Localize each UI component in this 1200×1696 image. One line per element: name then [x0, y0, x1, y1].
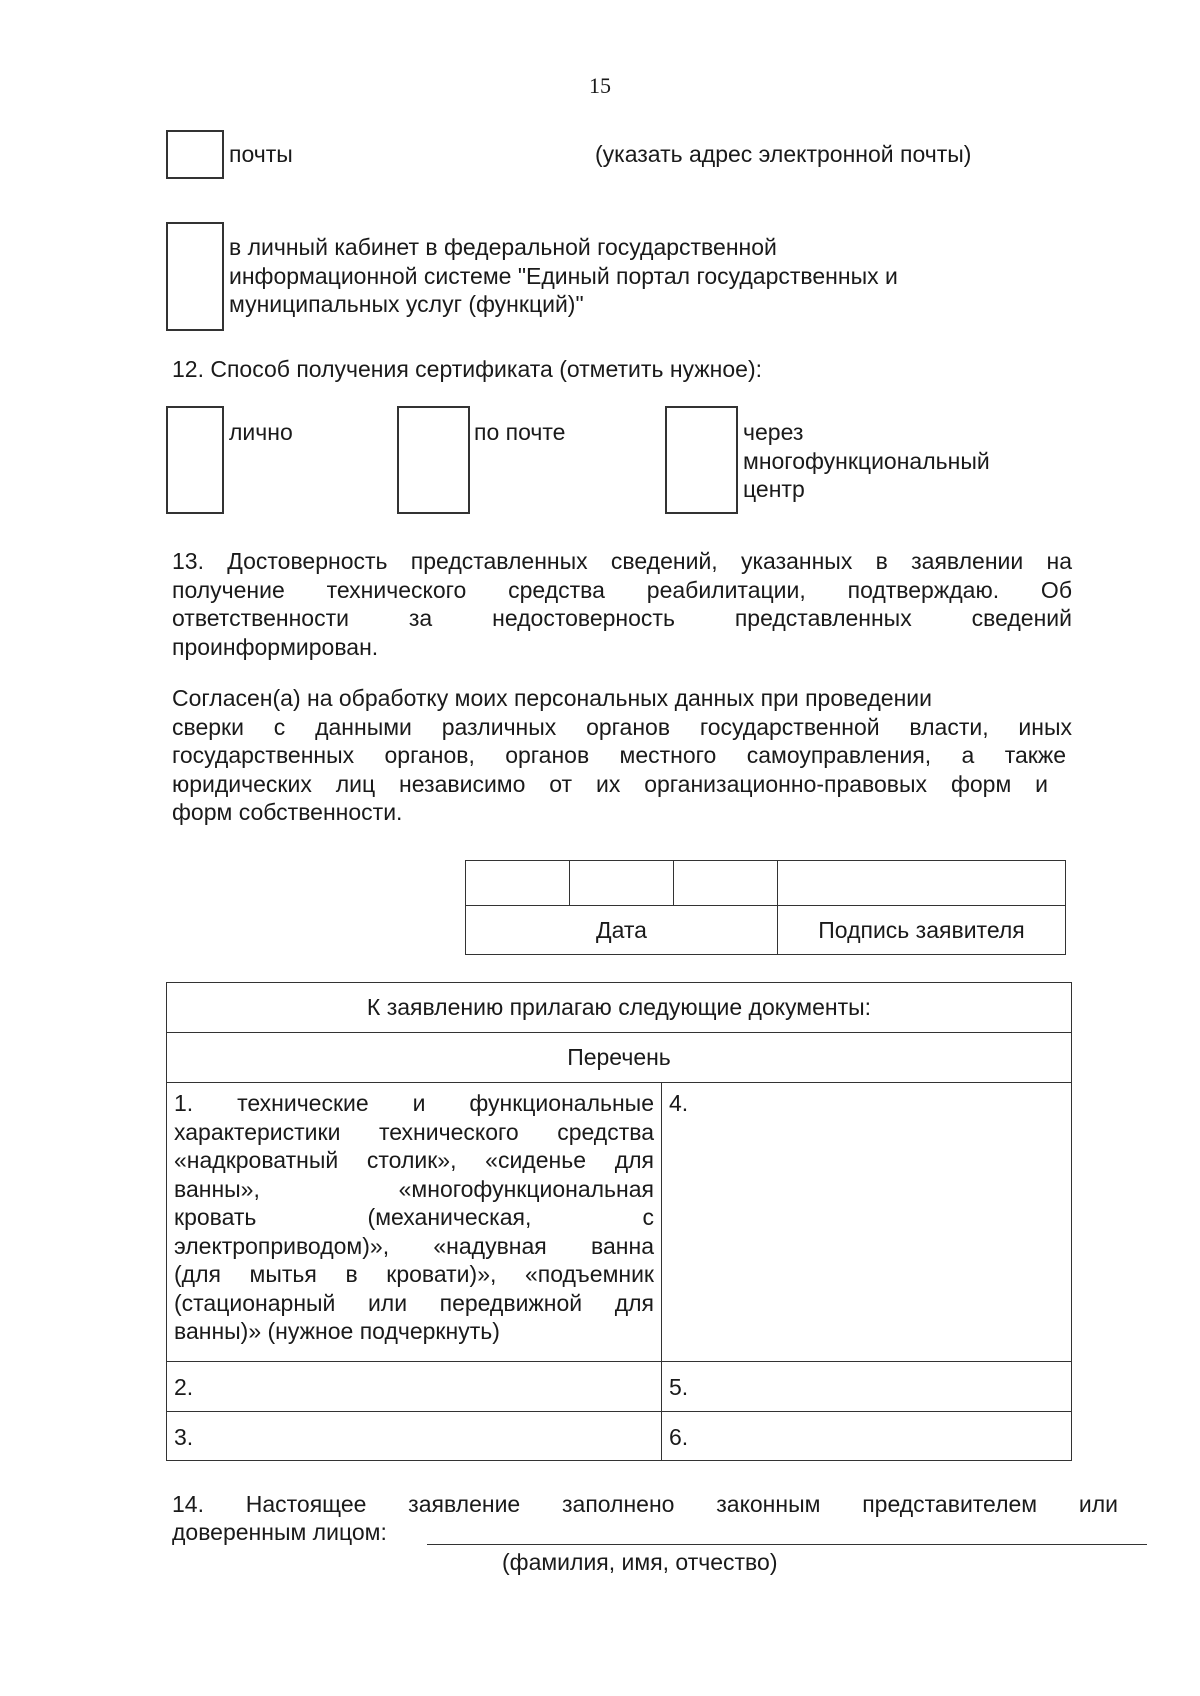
consent-text: [172, 684, 1072, 827]
mfc-label-line: через: [743, 419, 804, 445]
portal-option-line: муниципальных услуг (функций)": [229, 291, 584, 317]
document-item-1-line: (для мытья в кровати)», «подъемник: [174, 1261, 654, 1287]
receive-personally-label: лично: [229, 419, 293, 445]
document-item-6[interactable]: 6.: [662, 1412, 1072, 1461]
portal-checkbox[interactable]: [166, 222, 224, 331]
document-item-1-line: электроприводом)», «надувная ванна: [174, 1232, 654, 1259]
consent-line: сверки с данными различных органов государственной власти, иных: [172, 713, 1072, 740]
document-item-1-line: кровать (механическая, с: [174, 1204, 654, 1230]
page-number: 15: [589, 73, 611, 98]
document-item-5[interactable]: 5.: [662, 1362, 1072, 1412]
documents-heading: К заявлению прилагаю следующие документы:: [167, 983, 1072, 1033]
consent-line: государственных органов, органов местного самоуправления, а также: [172, 742, 1066, 768]
document-item-1[interactable]: [167, 1083, 662, 1362]
email-address-hint: (указать адрес электронной почты): [595, 141, 972, 167]
representative-name-caption: (фамилия, имя, отчество): [502, 1549, 778, 1575]
section-13-line: ответственности за недостоверность представленных сведений: [172, 605, 1072, 631]
receive-via-mfc-label: [743, 418, 990, 504]
section-13-text: [172, 547, 1072, 661]
signature-cell[interactable]: [778, 861, 1066, 906]
section-13-line: 13. Достоверность представленных сведений, указанных в заявлении на: [172, 548, 1072, 574]
date-month-cell[interactable]: [570, 861, 674, 906]
attached-documents-table: [166, 982, 1072, 1461]
representative-name-field[interactable]: [427, 1544, 1147, 1545]
section-14-line-1: 14. Настоящее заявление заполнено законным представителем или: [172, 1491, 1118, 1517]
date-day-cell[interactable]: [466, 861, 570, 906]
consent-line: Согласен(а) на обработку моих персональных данных при проведении: [172, 685, 932, 711]
receive-via-mfc-checkbox[interactable]: [665, 406, 738, 514]
signature-label: Подпись заявителя: [778, 906, 1066, 955]
document-item-1-line: «надкроватный столик», «сиденье для: [174, 1147, 654, 1173]
document-item-1-line: ванны)» (нужное подчеркнуть): [174, 1318, 500, 1344]
document-item-4[interactable]: 4.: [662, 1083, 1072, 1362]
consent-line: юридических лиц независимо от их организационно-правовых форм и: [172, 770, 1048, 797]
receive-by-post-checkbox[interactable]: [397, 406, 470, 514]
date-label: Дата: [466, 906, 778, 955]
section-13-line: проинформирован.: [172, 633, 379, 660]
document-item-1-line: 1. технические и функциональные: [174, 1090, 654, 1116]
section-14-line-2: доверенным лицом:: [172, 1519, 387, 1545]
document-item-3[interactable]: 3.: [167, 1412, 662, 1461]
email-checkbox[interactable]: [166, 130, 224, 179]
section-12-title: 12. Способ получения сертификата (отметить нужное):: [172, 356, 762, 382]
document-item-1-line: (стационарный или передвижной для: [174, 1289, 654, 1316]
portal-option-line: в личный кабинет в федеральной государственной: [229, 234, 777, 260]
date-year-cell[interactable]: [674, 861, 778, 906]
portal-option-label: [229, 233, 1029, 319]
receive-by-post-label: по почте: [474, 419, 566, 445]
document-item-1-line: ванны», «многофункциональная: [174, 1175, 654, 1202]
section-13-line: получение технического средства реабилитации, подтверждаю. Об: [172, 576, 1072, 603]
receive-personally-checkbox[interactable]: [166, 406, 224, 514]
documents-list-label: Перечень: [167, 1033, 1072, 1083]
document-item-2[interactable]: 2.: [167, 1362, 662, 1412]
document-item-1-line: характеристики технического средства: [174, 1118, 654, 1145]
portal-option-line: информационной системе "Единый портал государственных и: [229, 262, 898, 289]
mfc-label-line: многофункциональный: [743, 447, 990, 474]
consent-line: форм собственности.: [172, 799, 403, 825]
email-option-label: почты: [229, 141, 293, 167]
date-signature-table: [465, 860, 1066, 955]
mfc-label-line: центр: [743, 476, 805, 502]
